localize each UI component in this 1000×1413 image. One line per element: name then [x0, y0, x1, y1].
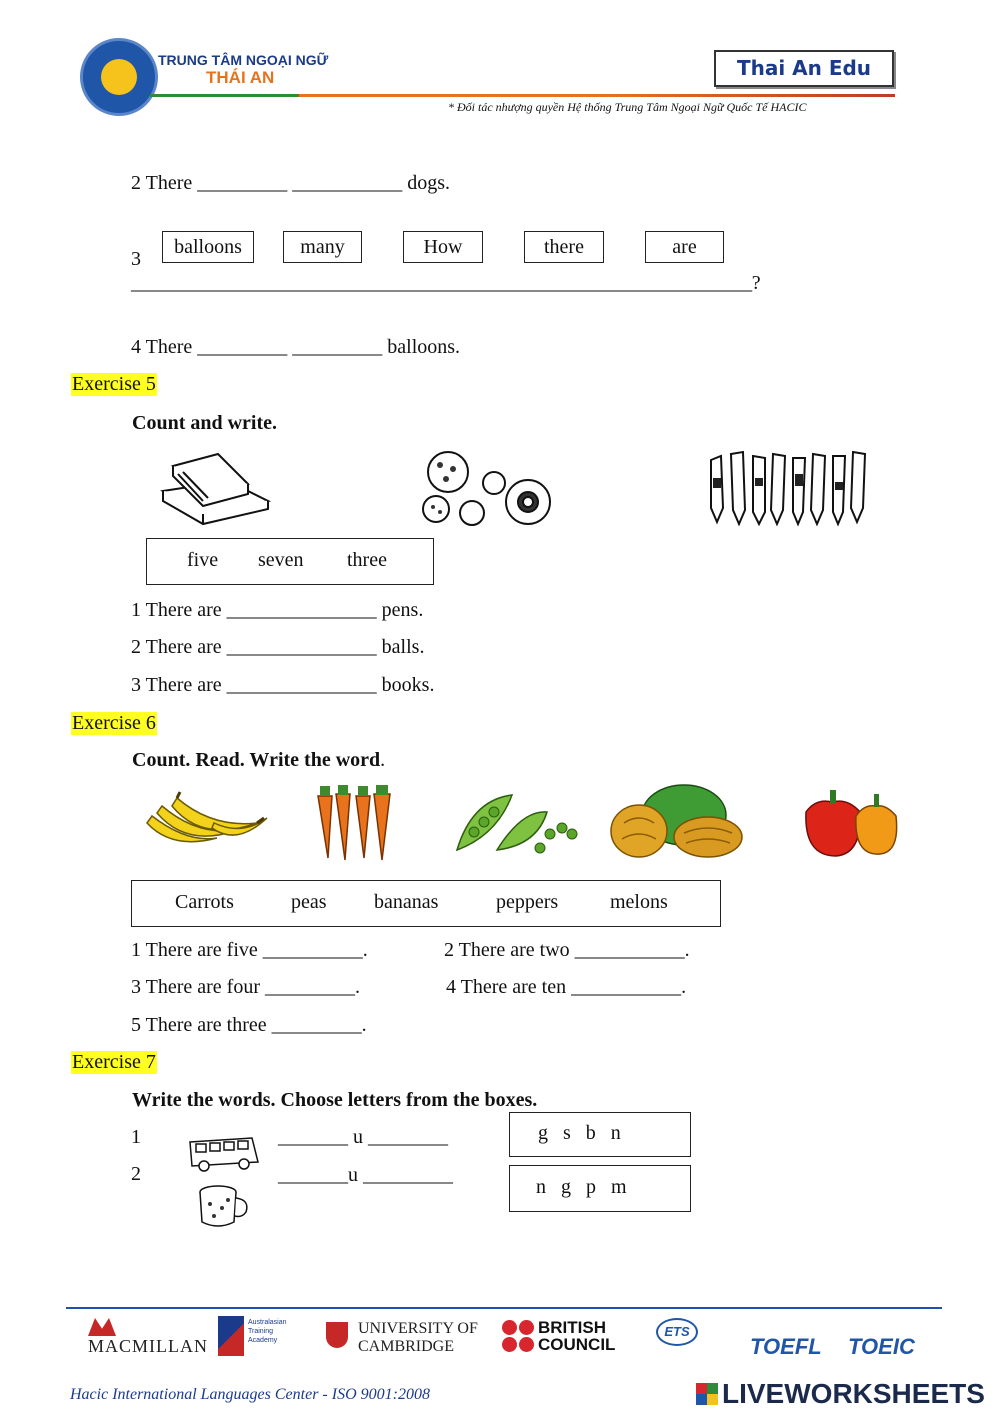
melons-picture — [604, 783, 746, 861]
exercise6-title: Exercise 6 — [72, 712, 156, 734]
british-council-dots-icon — [502, 1320, 536, 1352]
center-logo — [80, 38, 158, 116]
exercise7-item-2-number: 2 — [131, 1163, 141, 1185]
ex4-item-2: 2 There _________ ___________ dogs. — [131, 172, 451, 194]
word-box-balloons: balloons — [162, 231, 254, 263]
peppers-picture — [798, 784, 902, 860]
pens-picture — [703, 448, 878, 528]
partner-note: * Đối tác nhượng quyền Hệ thống Trung Tâm Ngoại Ngữ Quốc Tế HACIC — [448, 100, 807, 114]
header-color-line — [150, 94, 895, 97]
header-line1: TRUNG TÂM NGOẠI NGỮ — [158, 52, 329, 68]
books-picture — [158, 446, 273, 530]
exercise6-word-bank — [131, 880, 721, 927]
exercise6-question-4[interactable]: 4 There are ten ___________. — [446, 976, 687, 998]
balls-picture — [408, 447, 560, 527]
word-carrots: Carrots — [175, 891, 234, 913]
exercise6-question-5[interactable]: 5 There are three _________. — [131, 1014, 367, 1036]
exercise5-word-bank — [146, 538, 434, 585]
exercise7-letters-1: g s b n — [538, 1122, 621, 1144]
word-seven: seven — [258, 549, 304, 571]
header-line2: THÁI AN — [206, 68, 275, 87]
exercise6-question-1[interactable]: 1 There are five __________. — [131, 939, 368, 961]
cambridge-shield-icon — [326, 1322, 348, 1348]
word-melons: melons — [610, 891, 668, 913]
ets-logo: ETS — [656, 1318, 698, 1346]
exercise7-item-2-blank[interactable]: _______u _________ — [278, 1164, 453, 1186]
toefl-logo: TOEFL — [750, 1334, 822, 1359]
peas-picture — [452, 790, 580, 858]
ex4-item-3-answer-line[interactable]: ________________________________________________________________? — [131, 272, 761, 294]
exercise5-question-2[interactable]: 2 There are _______________ balls. — [131, 636, 425, 658]
exercise7-item-1-blank[interactable]: _______ u ________ — [278, 1126, 448, 1148]
exercise7-letters-2: n g p m — [536, 1176, 627, 1198]
exercise7-title: Exercise 7 — [72, 1051, 156, 1073]
exercise7-item-1-number: 1 — [131, 1126, 141, 1148]
exercise5-question-3[interactable]: 3 There are _______________ books. — [131, 674, 435, 696]
exercise6-question-2[interactable]: 2 There are two ___________. — [444, 939, 690, 961]
toeic-logo: TOEIC — [848, 1334, 915, 1359]
ex4-item-4: 4 There _________ _________ balloons. — [131, 336, 461, 358]
header-center-name — [158, 52, 328, 88]
carrots-picture — [312, 784, 402, 862]
macmillan-icon — [88, 1318, 116, 1336]
word-box-there: there — [524, 231, 604, 263]
exercise5-instruction: Count and write. — [132, 412, 278, 434]
exercise7-instruction: Write the words. Choose letters from the boxes. — [132, 1089, 538, 1111]
word-box-are: are — [645, 231, 724, 263]
word-bananas: bananas — [374, 891, 439, 913]
ata-icon — [218, 1316, 244, 1356]
exercise7-letters-box-2 — [509, 1165, 691, 1212]
exercise7-letters-box-1 — [509, 1112, 691, 1157]
liveworksheets-icon — [696, 1383, 718, 1405]
exercise5-title: Exercise 5 — [72, 373, 156, 395]
word-peas: peas — [291, 891, 327, 913]
brand-badge: Thai An Edu — [714, 50, 894, 87]
footer-divider — [66, 1307, 942, 1309]
word-box-how: How — [403, 231, 483, 263]
mug-picture — [192, 1182, 252, 1230]
bananas-picture — [142, 788, 272, 856]
word-three: three — [347, 549, 387, 571]
word-peppers: peppers — [496, 891, 559, 913]
center-name-footer: Hacic International Languages Center - ISO 9001:2008 — [70, 1386, 430, 1403]
macmillan-logo: MACMILLAN — [88, 1318, 208, 1357]
word-box-many: many — [283, 231, 362, 263]
ex4-item-3-number: 3 — [131, 248, 141, 270]
word-five: five — [187, 549, 219, 571]
exercise6-question-3[interactable]: 3 There are four _________. — [131, 976, 361, 998]
exercise6-instruction: Count. Read. Write the word. — [132, 749, 386, 771]
liveworksheets-watermark: LIVEWORKSHEETS — [696, 1378, 985, 1410]
bus-picture — [186, 1134, 262, 1174]
exercise5-question-1[interactable]: 1 There are _______________ pens. — [131, 599, 424, 621]
